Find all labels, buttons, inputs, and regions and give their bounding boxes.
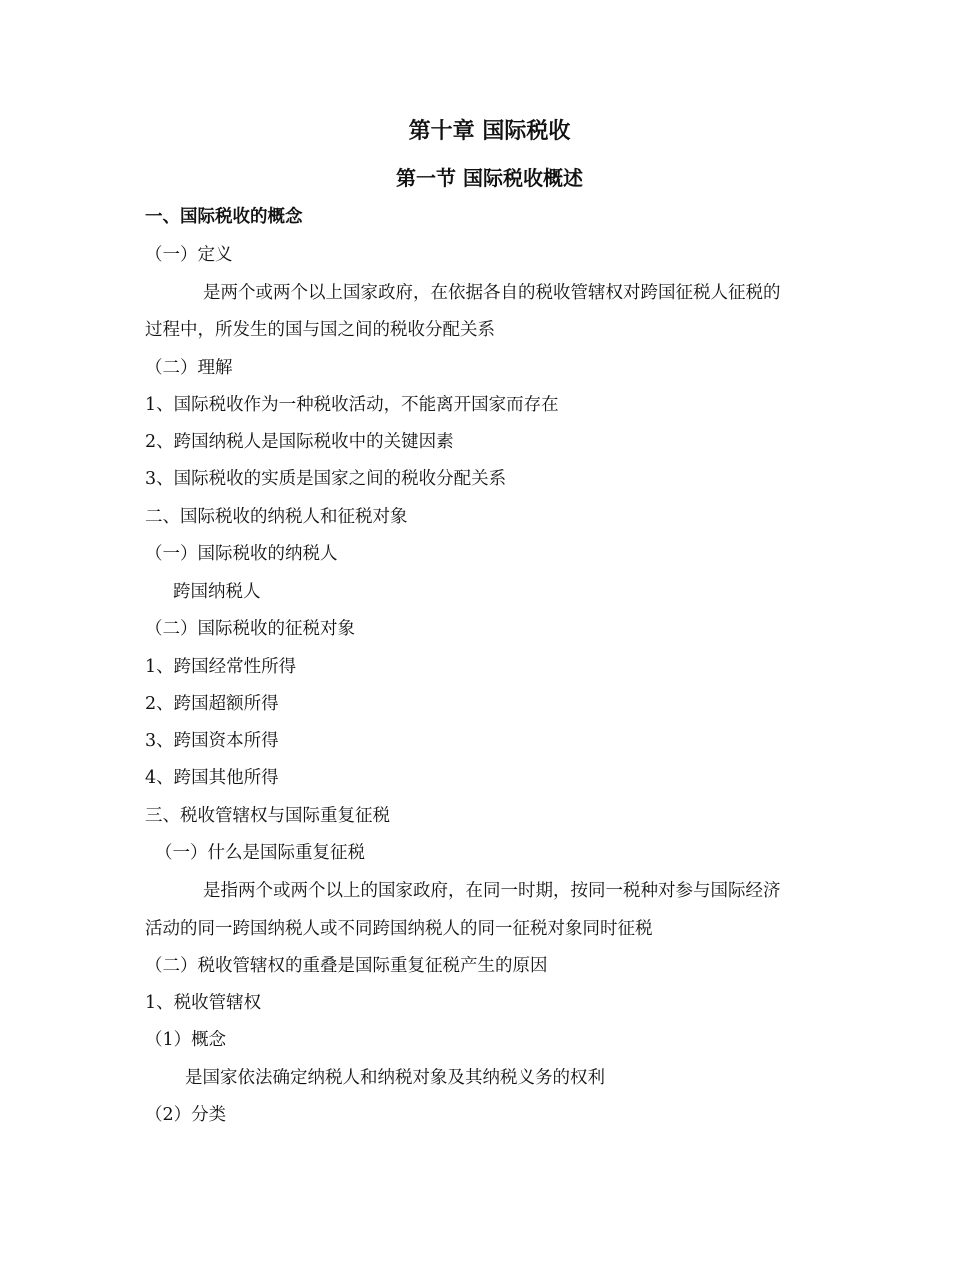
paragraph-double-taxation-line-1: 是指两个或两个以上的国家政府，在同一时期，按同一税种对参与国际经济 (203, 881, 781, 901)
heading-taxpayers-objects: 二、国际税收的纳税人和征税对象 (145, 507, 408, 527)
list-item: 1、税收管辖权 (145, 993, 262, 1013)
paragraph-taxpayers: 跨国纳税人 (173, 582, 261, 602)
paragraph-jurisdiction-concept: 是国家依法确定纳税人和纳税对象及其纳税义务的权利 (185, 1068, 605, 1088)
paragraph-definition-line-1: 是两个或两个以上国家政府，在依据各自的税收管辖权对跨国征税人征税的 (203, 283, 781, 303)
subheading-tax-objects: （二）国际税收的征税对象 (145, 619, 355, 639)
list-item: 2、跨国纳税人是国际税收中的关键因素 (145, 432, 454, 452)
subheading-concept-1: （1）概念 (145, 1030, 227, 1050)
paragraph-definition-line-2: 过程中，所发生的国与国之间的税收分配关系 (145, 320, 495, 340)
list-item: 4、跨国其他所得 (145, 768, 279, 788)
chapter-title: 第十章 国际税收 (408, 118, 571, 144)
list-item: 3、国际税收的实质是国家之间的税收分配关系 (145, 469, 507, 489)
heading-concept: 一、国际税收的概念 (145, 207, 303, 227)
heading-jurisdiction: 三、税收管辖权与国际重复征税 (145, 806, 390, 826)
list-item: 1、跨国经常性所得 (145, 657, 297, 677)
subheading-double-taxation: （一）什么是国际重复征税 (155, 843, 365, 863)
subheading-taxpayers: （一）国际税收的纳税人 (145, 544, 338, 564)
list-item: 2、跨国超额所得 (145, 694, 279, 714)
list-item: 3、跨国资本所得 (145, 731, 279, 751)
section-title: 第一节 国际税收概述 (396, 166, 583, 190)
paragraph-double-taxation-line-2: 活动的同一跨国纳税人或不同跨国纳税人的同一征税对象同时征税 (145, 919, 653, 939)
list-item: 1、国际税收作为一种税收活动，不能离开国家而存在 (145, 395, 559, 415)
subheading-understanding: （二）理解 (145, 358, 233, 378)
subheading-classification-2: （2）分类 (145, 1105, 227, 1125)
subheading-definition: （一）定义 (145, 245, 233, 265)
subheading-overlap-cause: （二）税收管辖权的重叠是国际重复征税产生的原因 (145, 956, 548, 976)
